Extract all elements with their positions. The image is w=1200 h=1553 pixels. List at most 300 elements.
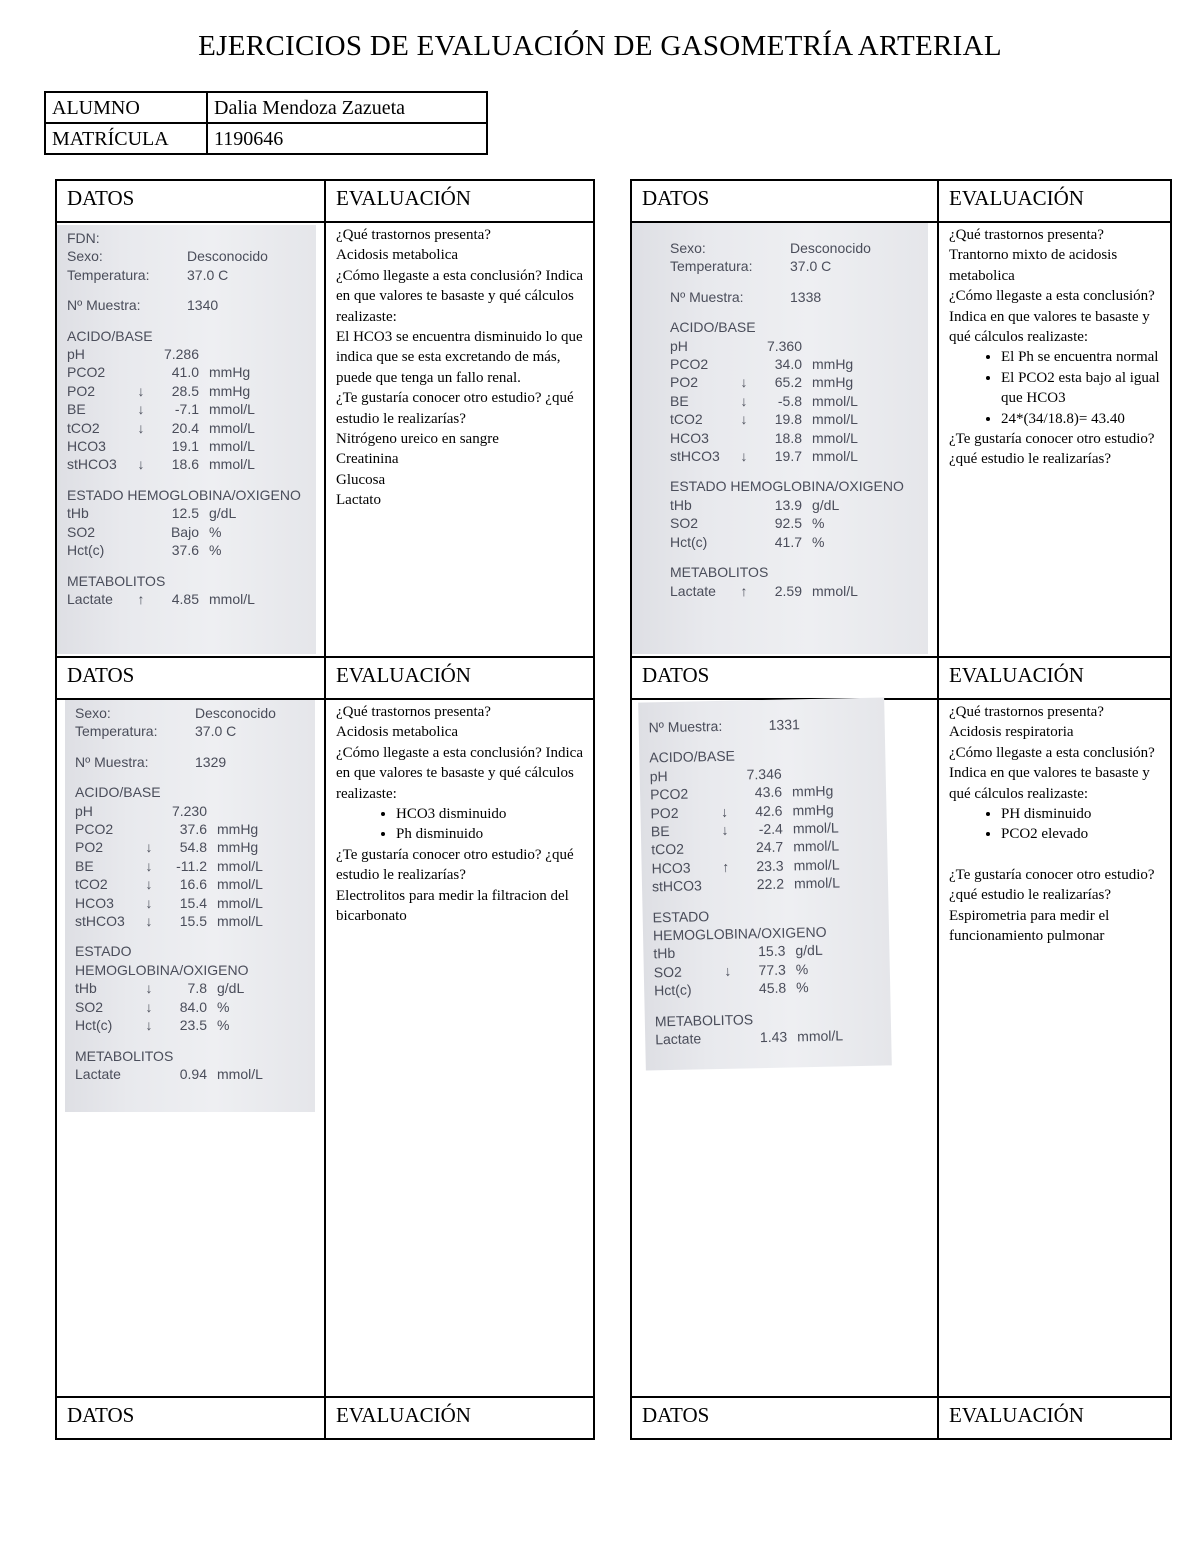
lab-param-value: 19.1 <box>171 438 199 455</box>
lab-param-value: 37.6 <box>171 542 199 559</box>
lab-param-unit: % <box>217 1017 230 1034</box>
lab-param-unit: mmol/L <box>812 582 858 599</box>
met-rows <box>67 590 306 608</box>
lab-param-value: 16.6 <box>179 876 207 893</box>
lab-flag-arrow: ↓ <box>145 1017 153 1034</box>
question-2: ¿Cómo llegaste a esta conclusión? Indica en que valores te basaste y qué cálculos realizaste: <box>336 744 583 802</box>
lab-param-value: 18.6 <box>171 456 199 473</box>
lab-flag-arrow <box>736 496 752 514</box>
lab-param-unit: mmol/L <box>217 876 263 893</box>
lab-flag-arrow: ↓ <box>740 448 748 465</box>
bullet-list <box>949 347 1164 429</box>
answer-1: Acidosis metabolica <box>336 724 459 741</box>
answer-3-list <box>336 429 587 511</box>
lab-param-value: 2.59 <box>774 582 802 599</box>
lab-flag-arrow: ↓ <box>145 998 153 1015</box>
lab-param-value: 37.6 <box>179 821 207 838</box>
temp-value: 37.0 C <box>790 258 832 275</box>
lab-param-unit: mmHg <box>217 839 259 856</box>
lab-value-row <box>670 337 918 355</box>
bullet-list <box>949 804 1164 845</box>
lab-value-row <box>67 382 306 400</box>
lab-param-value: 41.7 <box>774 533 802 550</box>
lab-value-row <box>670 514 918 532</box>
lab-param-value: 0.94 <box>179 1065 207 1082</box>
lab-flag-arrow <box>141 820 157 838</box>
lab-param-name: SO2 <box>75 998 104 1015</box>
lab-param-value: 23.3 <box>756 857 784 875</box>
temp-label: Temperatura: <box>67 266 150 283</box>
lab-flag-arrow: ↑ <box>137 590 145 607</box>
question-1: ¿Qué trastornos presenta? <box>949 227 1104 243</box>
lab-param-name: HCO3 <box>670 429 709 446</box>
lab-param-name: BE <box>650 823 670 840</box>
case4-evaluation <box>938 699 1171 1397</box>
sample-value: 1338 <box>790 288 822 305</box>
lab-flag-arrow: ↑ <box>721 858 730 875</box>
lab-param-unit: % <box>217 998 230 1015</box>
lab-param-unit: mmHg <box>217 821 259 838</box>
bullet-item: • HCO3 disminuido <box>396 804 587 824</box>
bullet-item: • Ph disminuido <box>396 824 587 844</box>
lab-value-row <box>67 363 306 381</box>
lab-flag-arrow: ↓ <box>145 913 153 930</box>
lab-param-unit: g/dL <box>795 942 823 959</box>
lab-flag-arrow <box>720 980 736 999</box>
question-3: ¿Te gustaría conocer otro estudio? ¿qué estudio le realizarías? <box>949 431 1155 468</box>
lab-value-row <box>655 1026 881 1049</box>
page-title: EJERCICIOS DE EVALUACIÓN DE GASOMETRÍA ARTERIAL <box>198 30 1002 62</box>
lab-flag-arrow: ↓ <box>724 962 732 979</box>
lab-param-unit: mmol/L <box>209 438 255 455</box>
lab-param-value: 7.360 <box>766 337 802 354</box>
lab-flag-arrow <box>718 876 734 895</box>
answer-1: Acidosis respiratoria <box>949 724 1074 741</box>
lab-param-name: PO2 <box>67 382 96 399</box>
lab-param-name: HCO3 <box>67 438 106 455</box>
lab-param-unit: mmol/L <box>797 1027 844 1045</box>
question-1: ¿Qué trastornos presenta? <box>336 227 491 243</box>
lab-param-value: 84.0 <box>179 998 207 1015</box>
lab-param-value: 18.8 <box>774 429 802 446</box>
datos-header: DATOS <box>56 1397 325 1439</box>
lab-param-name: tHb <box>67 505 89 522</box>
evaluacion-header: EVALUACIÓN <box>938 180 1171 222</box>
lab-value-row <box>670 496 918 514</box>
lab-value-row <box>67 590 306 608</box>
lab-param-value: 54.8 <box>179 839 207 856</box>
lab-param-value: 41.0 <box>171 364 199 381</box>
lab-param-value: 15.5 <box>179 913 207 930</box>
evaluacion-header: EVALUACIÓN <box>325 1397 594 1439</box>
lab-param-unit: mmol/L <box>793 856 840 874</box>
lab-param-unit: mmHg <box>209 364 251 381</box>
lab-param-unit: % <box>209 523 222 540</box>
lab-flag-arrow <box>736 533 752 551</box>
lab-param-name: stHCO3 <box>670 448 720 465</box>
lab-value-row <box>75 857 305 875</box>
metabolites-heading: METABOLITOS <box>75 1047 174 1064</box>
lab-flag-arrow <box>133 541 149 559</box>
metabolites-heading: METABOLITOS <box>67 572 166 589</box>
lab-param-name: SO2 <box>653 963 683 981</box>
lab-value-row <box>670 355 918 373</box>
lab-param-unit: g/dL <box>217 980 245 997</box>
lab-flag-arrow <box>716 784 732 803</box>
question-3: ¿Te gustaría conocer otro estudio? ¿qué estudio le realizarías? <box>336 846 574 884</box>
lab-value-row <box>75 802 305 820</box>
bullet-item: • El Ph se encuentra normal <box>1001 347 1164 367</box>
lab-value-row <box>654 977 880 1000</box>
lab-flag-arrow: ↓ <box>145 839 153 856</box>
lab-flag-arrow <box>133 363 149 381</box>
lab-param-value: 22.2 <box>756 875 785 893</box>
lab-flag-arrow: ↓ <box>740 392 748 409</box>
acid-base-heading: ACIDO/BASE <box>670 319 756 336</box>
lab-flag-arrow <box>141 802 157 820</box>
sex-value: Desconocido <box>187 248 268 265</box>
lab-flag-arrow <box>719 943 735 962</box>
hb-rows <box>653 940 880 1000</box>
question-2: ¿Cómo llegaste a esta conclusión? <box>949 288 1155 305</box>
lab-param-value: 13.9 <box>774 496 802 513</box>
lab-value-row <box>75 820 305 838</box>
lab-value-row <box>75 998 305 1016</box>
lab-param-unit: % <box>795 960 809 978</box>
lab-param-unit: % <box>796 979 809 996</box>
lab-param-value: 7.286 <box>163 346 199 363</box>
lab-value-row <box>670 429 918 447</box>
lab-param-unit: mmHg <box>812 374 854 391</box>
met-rows <box>670 582 918 600</box>
evaluacion-header: EVALUACIÓN <box>325 657 594 699</box>
lab-param-name: BE <box>670 392 689 409</box>
lab-param-unit: mmol/L <box>217 913 263 930</box>
lab-param-value: 65.2 <box>774 374 802 391</box>
lab-flag-arrow: ↓ <box>137 382 145 399</box>
sample-value: 1329 <box>195 753 227 770</box>
bullet-item: • El PCO2 esta bajo al igual que HCO3 <box>1001 368 1164 409</box>
datos-header: DATOS <box>56 180 325 222</box>
evaluacion-header: EVALUACIÓN <box>938 657 1171 699</box>
lab-param-name: HCO3 <box>651 859 691 877</box>
lab-param-name: tCO2 <box>67 419 100 436</box>
id-label: MATRÍCULA <box>45 123 207 154</box>
evaluacion-header: EVALUACIÓN <box>938 1397 1171 1439</box>
lab-flag-arrow <box>736 355 752 373</box>
lab-flag-arrow <box>141 1065 157 1083</box>
lab-param-value: 34.0 <box>774 356 802 373</box>
lab-value-row <box>75 1065 305 1083</box>
lab-value-row <box>670 447 918 465</box>
lab-param-value: 92.5 <box>774 515 802 532</box>
question-2-detail: Indica en que valores te basaste y qué cálculos realizaste: <box>949 308 1150 346</box>
lab-flag-arrow: ↓ <box>740 411 748 428</box>
lab-param-value: 23.5 <box>179 1017 207 1034</box>
lab-param-name: Hct(c) <box>654 981 692 999</box>
lab-param-value: 12.5 <box>171 505 199 522</box>
lab-param-unit: % <box>209 542 222 559</box>
sample-label: Nº Muestra: <box>648 717 723 736</box>
lab-param-unit: mmHg <box>792 801 834 819</box>
lab-param-value: 24.7 <box>755 839 784 856</box>
bullet-item: • 24*(34/18.8)= 43.40 <box>1001 409 1164 429</box>
lab-param-value: 42.6 <box>755 802 783 819</box>
hb-rows <box>67 504 306 559</box>
lab-value-row <box>67 523 306 541</box>
lab-value-row <box>67 455 306 473</box>
case2-lab-slip <box>632 223 928 654</box>
lab-value-row <box>670 373 918 391</box>
lab-param-unit: mmHg <box>791 782 834 800</box>
met-rows <box>655 1026 881 1049</box>
lab-flag-arrow <box>133 437 149 455</box>
sample-value: 1331 <box>768 716 800 733</box>
datos-header: DATOS <box>631 657 938 699</box>
lab-value-row <box>670 582 918 600</box>
answer-2: El HCO3 se encuentra disminuido lo que indica que se esta excretando de más, puede que tenga un fallo renal. <box>336 329 583 386</box>
lab-param-name: HCO3 <box>75 894 114 911</box>
lab-value-row <box>75 979 305 997</box>
sample-label: Nº Muestra: <box>670 288 744 305</box>
lab-param-value: 43.6 <box>754 783 783 801</box>
sex-label: Sexo: <box>670 240 706 256</box>
sample-value: 1340 <box>187 297 219 314</box>
lab-param-unit: mmHg <box>209 382 251 399</box>
lab-value-row <box>75 894 305 912</box>
lab-param-name: tHb <box>670 496 692 513</box>
temp-label: Temperatura: <box>670 258 753 275</box>
case1-evaluation <box>325 222 594 657</box>
lab-flag-arrow <box>721 1029 737 1048</box>
bullet-item: • PCO2 elevado <box>1001 824 1164 844</box>
student-label: ALUMNO <box>45 92 207 123</box>
hemoglobin-heading: ESTADO HEMOGLOBINA/OXIGENO <box>652 907 827 944</box>
lab-param-value: -2.4 <box>758 820 784 838</box>
lab-param-value: 1.43 <box>759 1028 788 1046</box>
lab-param-value: 4.85 <box>171 590 199 607</box>
lab-param-name: tHb <box>75 980 97 997</box>
lab-param-value: Bajo <box>170 523 199 540</box>
metabolites-heading: METABOLITOS <box>670 564 769 581</box>
lab-param-name: BE <box>75 857 94 874</box>
lab-param-value: 28.5 <box>171 382 199 399</box>
lab-param-unit: g/dL <box>209 505 237 522</box>
lab-value-row <box>67 541 306 559</box>
lab-flag-arrow: ↓ <box>137 456 145 473</box>
sex-label: Sexo: <box>75 705 111 721</box>
answer-1: Trantorno mixto de acidosis metabolica <box>949 247 1118 284</box>
lab-value-row <box>75 912 305 930</box>
lab-param-name: tCO2 <box>75 876 108 893</box>
lab-param-unit: mmol/L <box>812 448 858 465</box>
lab-flag-arrow: ↓ <box>137 419 145 436</box>
lab-param-name: BE <box>67 401 86 418</box>
lab-flag-arrow: ↓ <box>720 803 729 820</box>
acid-rows <box>650 762 879 896</box>
lab-param-unit: mmol/L <box>209 456 255 473</box>
case2-data-cell <box>631 222 938 657</box>
lab-value-row <box>67 419 306 437</box>
question-2: ¿Cómo llegaste a esta conclusión? Indica en que valores te basaste y qué cálculos realizaste: <box>336 267 583 325</box>
question-3: ¿Te gustaría conocer otro estudio? ¿qué estudio le realizarías? <box>949 866 1155 904</box>
lab-flag-arrow <box>736 429 752 447</box>
lab-param-name: PCO2 <box>67 364 106 381</box>
student-name: Dalia Mendoza Zazueta <box>207 92 487 123</box>
lab-param-unit: mmol/L <box>217 894 263 911</box>
student-info-table <box>44 91 488 155</box>
lab-param-unit: mmol/L <box>209 419 255 436</box>
sample-label: Nº Muestra: <box>67 297 141 314</box>
lab-param-name: PO2 <box>670 374 699 391</box>
case1-data-cell <box>56 222 325 657</box>
lab-flag-arrow <box>133 523 149 541</box>
acid-base-heading: ACIDO/BASE <box>67 327 153 344</box>
lab-param-unit: mmol/L <box>812 411 858 428</box>
lab-flag-arrow <box>133 345 149 363</box>
lab-param-name: Hct(c) <box>67 542 105 559</box>
answer-line: Glucosa <box>336 471 386 488</box>
lab-param-unit: mmol/L <box>217 857 263 874</box>
hemoglobin-heading: ESTADO HEMOGLOBINA/OXIGENO <box>67 486 301 503</box>
lab-flag-arrow <box>717 839 733 858</box>
lab-param-unit: % <box>812 515 825 532</box>
case3-data-cell <box>56 699 325 1397</box>
lab-param-name: Lactate <box>75 1065 121 1082</box>
lab-flag-arrow: ↓ <box>721 821 729 838</box>
hemoglobin-heading: ESTADO HEMOGLOBINA/OXIGENO <box>75 943 249 978</box>
bullet-item: • PH disminuido <box>1001 804 1164 824</box>
answer-1: Acidosis metabolica <box>336 247 459 264</box>
lab-param-name: PCO2 <box>75 821 114 838</box>
lab-value-row <box>67 345 306 363</box>
metabolites-heading: METABOLITOS <box>654 1010 754 1030</box>
answer-3: Electrolitos para medir la filtracion del bicarbonato <box>336 887 569 925</box>
lab-param-name: tCO2 <box>670 411 703 428</box>
lab-flag-arrow: ↓ <box>145 857 153 874</box>
lab-value-row <box>670 533 918 551</box>
lab-param-name: pH <box>67 346 85 363</box>
answer-3: Espirometria para medir el funcionamiento pulmonar <box>949 907 1110 945</box>
lab-param-unit: mmol/L <box>217 1065 263 1082</box>
acid-rows <box>67 345 306 474</box>
lab-param-value: -11.2 <box>176 857 207 874</box>
evaluacion-header: EVALUACIÓN <box>325 180 594 222</box>
acid-rows <box>75 802 305 931</box>
lab-param-name: pH <box>649 767 668 785</box>
datos-header: DATOS <box>631 180 938 222</box>
lab-param-value: 7.230 <box>171 802 207 819</box>
sex-label: Sexo: <box>67 248 103 265</box>
lab-param-unit: mmol/L <box>793 837 840 855</box>
lab-param-name: tCO2 <box>651 841 685 858</box>
lab-param-unit: mmol/L <box>209 401 255 418</box>
lab-param-name: PCO2 <box>670 356 709 373</box>
slip-top: FDN: <box>67 230 100 246</box>
case4-lab-slip <box>638 697 892 1070</box>
hb-rows <box>75 979 305 1034</box>
student-id: 1190646 <box>207 123 487 154</box>
lab-param-name: Lactate <box>67 590 113 607</box>
case1-lab-slip <box>57 225 316 654</box>
sample-label: Nº Muestra: <box>75 753 149 770</box>
lab-value-row <box>75 838 305 856</box>
hemoglobin-heading: ESTADO HEMOGLOBINA/OXIGENO <box>670 478 904 495</box>
lab-flag-arrow <box>133 504 149 522</box>
sex-value: Desconocido <box>195 705 276 721</box>
lab-param-name: PO2 <box>75 839 104 856</box>
temp-value: 37.0 C <box>187 266 229 283</box>
lab-param-name: Lactate <box>655 1030 702 1048</box>
lab-param-unit: mmol/L <box>209 590 255 607</box>
temp-value: 37.0 C <box>195 723 237 740</box>
lab-param-value: 45.8 <box>758 979 787 997</box>
lab-flag-arrow: ↑ <box>740 582 748 599</box>
lab-param-name: pH <box>670 337 688 354</box>
temp-label: Temperatura: <box>75 723 158 740</box>
lab-param-value: -7.1 <box>174 401 199 418</box>
lab-value-row <box>670 392 918 410</box>
case4-data-cell <box>631 699 938 1397</box>
lab-param-value: 7.8 <box>187 980 207 997</box>
right-exercise-table <box>630 179 1172 1440</box>
lab-param-value: 7.346 <box>746 765 782 783</box>
lab-value-row <box>75 1016 305 1034</box>
lab-param-value: 15.4 <box>179 894 207 911</box>
lab-param-value: 77.3 <box>758 961 786 979</box>
lab-param-value: 19.8 <box>774 411 802 428</box>
lab-value-row <box>67 400 306 418</box>
lab-value-row <box>652 873 878 896</box>
lab-value-row <box>67 504 306 522</box>
lab-param-value: -5.8 <box>777 392 802 409</box>
lab-flag-arrow <box>716 765 732 784</box>
answer-line: Nitrógeno ureico en sangre <box>336 431 499 448</box>
case3-evaluation <box>325 699 594 1397</box>
lab-param-unit: mmol/L <box>792 819 839 837</box>
lab-param-unit: mmol/L <box>812 429 858 446</box>
question-2: ¿Cómo llegaste a esta conclusión? <box>949 744 1155 761</box>
lab-param-name: PO2 <box>650 804 679 822</box>
acid-base-heading: ACIDO/BASE <box>649 748 736 766</box>
question-1: ¿Qué trastornos presenta? <box>336 704 491 720</box>
lab-param-name: Hct(c) <box>75 1017 113 1034</box>
lab-flag-arrow: ↓ <box>145 876 153 893</box>
case2-evaluation <box>938 222 1171 657</box>
lab-flag-arrow <box>736 514 752 532</box>
lab-flag-arrow: ↓ <box>137 401 145 418</box>
question-2-detail: Indica en que valores te basaste y qué cálculos realizaste: <box>949 765 1150 802</box>
answer-line: Lactato <box>336 492 381 509</box>
datos-header: DATOS <box>56 657 325 699</box>
lab-param-name: PCO2 <box>649 785 689 803</box>
lab-flag-arrow: ↓ <box>740 374 748 391</box>
lab-param-value: 15.3 <box>757 943 786 960</box>
lab-param-unit: mmol/L <box>793 874 841 892</box>
lab-flag-arrow <box>736 337 752 355</box>
lab-value-row <box>670 410 918 428</box>
sex-value: Desconocido <box>790 240 871 256</box>
lab-flag-arrow: ↓ <box>145 980 153 997</box>
lab-param-unit: mmol/L <box>812 392 858 409</box>
lab-param-unit: % <box>812 533 825 550</box>
datos-header: DATOS <box>631 1397 938 1439</box>
lab-param-name: Hct(c) <box>670 533 708 550</box>
lab-param-unit: mmHg <box>812 356 854 373</box>
question-1: ¿Qué trastornos presenta? <box>949 704 1104 720</box>
lab-param-name: tHb <box>653 945 676 962</box>
acid-rows <box>670 337 918 466</box>
